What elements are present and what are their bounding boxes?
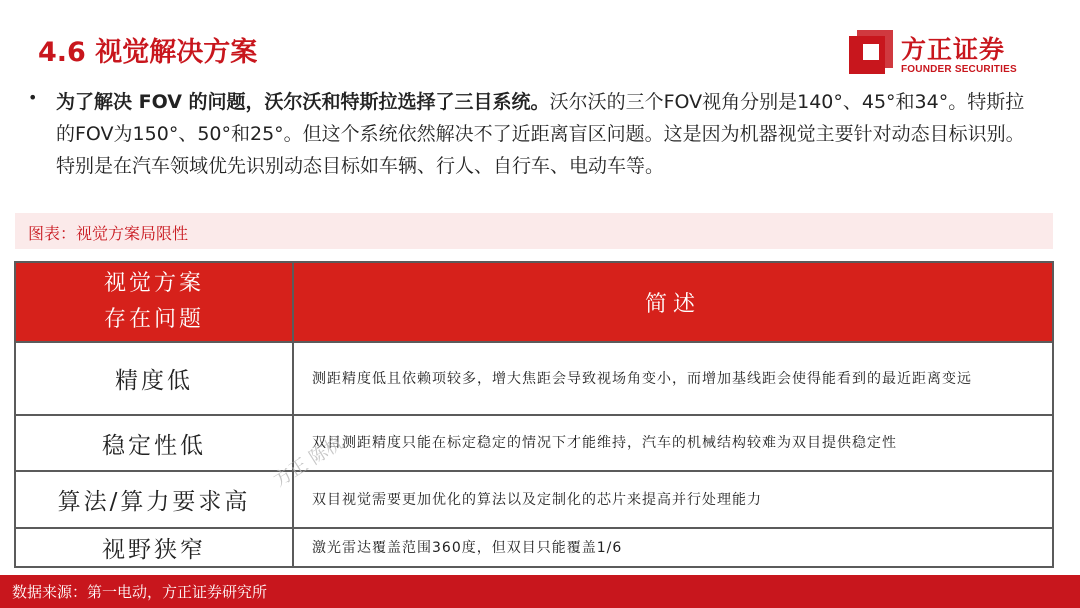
issue-cell: 算法/算力要求高 [15, 471, 293, 528]
logo-name-en: FOUNDER SECURITIES [901, 64, 1017, 75]
header-issue-line1: 视觉方案 [103, 271, 204, 296]
table-header-row [15, 262, 1053, 342]
desc-cell: 测距精度低且依赖项较多，增大焦距会导致视场角变小，而增加基线距会使得能看到的最近距离变远 [293, 342, 1053, 415]
desc-cell: 双目测距精度只能在标定稳定的情况下才能维持，汽车的机械结构较难为双目提供稳定性 [293, 415, 1053, 471]
header-issue [15, 262, 293, 342]
bullet-marker: • [28, 88, 38, 107]
table-row [15, 415, 1053, 471]
founder-logo-icon [849, 30, 893, 74]
issue-cell: 视野狭窄 [15, 528, 293, 567]
issue-cell: 稳定性低 [15, 415, 293, 471]
desc-cell: 双目视觉需要更加优化的算法以及定制化的芯片来提高并行处理能力 [293, 471, 1053, 528]
limitations-table [14, 261, 1054, 568]
desc-cell: 激光雷达覆盖范围360度，但双目只能覆盖1/6 [293, 528, 1053, 567]
header-issue-line2: 存在问题 [103, 307, 204, 332]
intro-lead: 为了解决 FOV 的问题，沃尔沃和特斯拉选择了三目系统。 [56, 91, 550, 113]
table-row [15, 342, 1053, 415]
issue-cell: 精度低 [15, 342, 293, 415]
intro-rest: 沃尔沃的三个FOV视角分别是140°、45°和34°。特斯拉的FOV为150°、50°和25°。但这个系统依然解决不了近距离盲区问题。这是因为机器视觉主要针对动态目标识别。特别是在汽车领域优先识别动态目标如车辆、行人、自行车、电动车等。 [56, 91, 1025, 177]
figure-caption: 图表：视觉方案局限性 [28, 224, 189, 243]
page-title: 4.6 视觉解决方案 [38, 37, 258, 68]
table-row [15, 471, 1053, 528]
logo-name-cn: 方正证券 [901, 35, 1006, 64]
company-logo [849, 30, 1039, 78]
watermark: 方正 陈杭 [270, 432, 348, 492]
header-summary: 简述 [293, 262, 1053, 342]
table-row [15, 528, 1053, 567]
data-source: 数据来源：第一电动，方正证券研究所 [12, 583, 268, 601]
intro-paragraph [56, 86, 1036, 182]
